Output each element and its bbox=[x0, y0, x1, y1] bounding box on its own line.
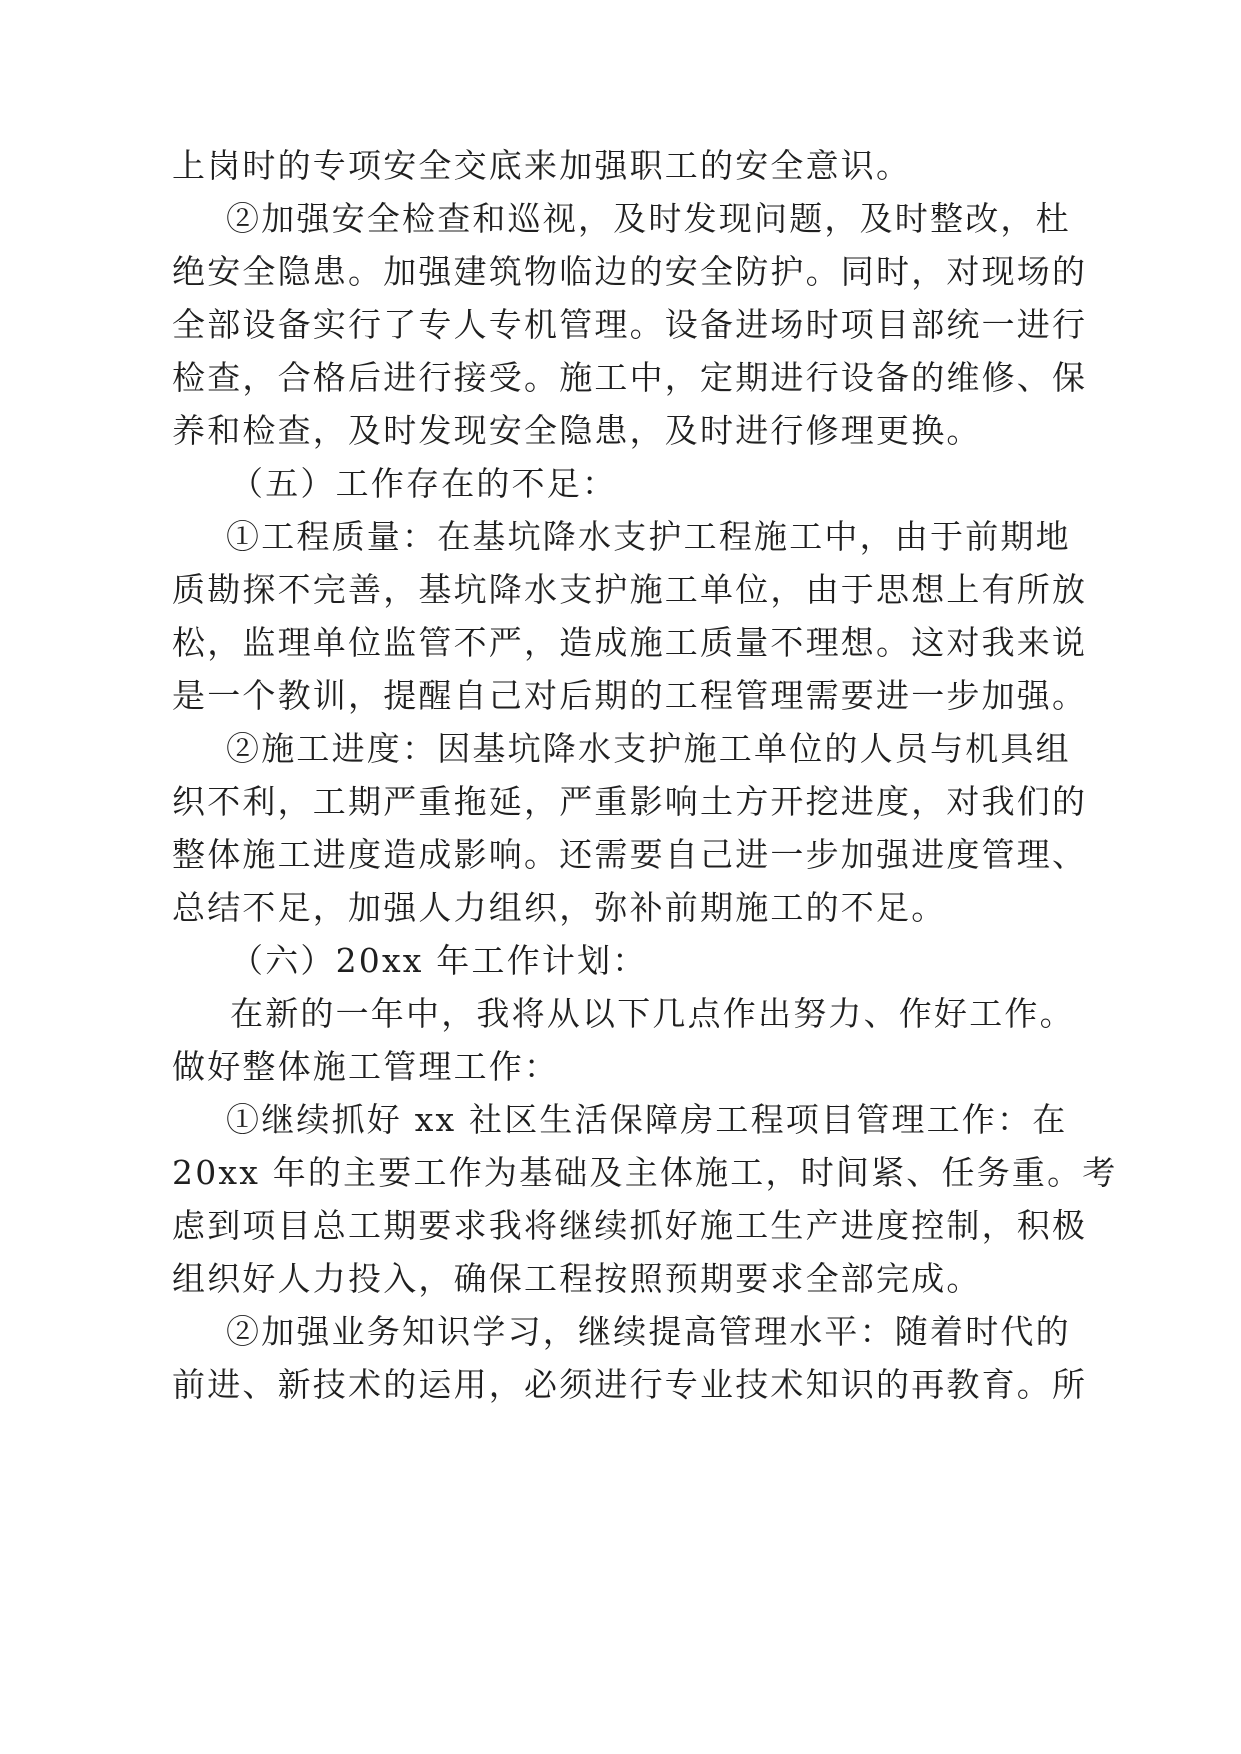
text-line-5: 检查，合格后进行接受。施工中，定期进行设备的维修、保 bbox=[172, 358, 1088, 397]
text-line-9: 质勘探不完善，基坑降水支护施工单位，由于思想上有所放 bbox=[172, 570, 1088, 609]
text-line-23: ②加强业务知识学习，继续提高管理水平：随着时代的 bbox=[226, 1312, 1071, 1351]
text-line-10: 松，监理单位监管不严，造成施工质量不理想。这对我来说 bbox=[172, 623, 1088, 662]
section-heading-5: （五）工作存在的不足： bbox=[230, 464, 618, 503]
text-line-3: 绝安全隐患。加强建筑物临边的安全防护。同时，对现场的 bbox=[172, 252, 1088, 291]
text-line-11: 是一个教训，提醒自己对后期的工程管理需要进一步加强。 bbox=[172, 676, 1088, 715]
text-line-22: 组织好人力投入，确保工程按照预期要求全部完成。 bbox=[172, 1259, 982, 1298]
text-line-4: 全部设备实行了专人专机管理。设备进场时项目部统一进行 bbox=[172, 305, 1088, 344]
text-line-6: 养和检查，及时发现安全隐患，及时进行修理更换。 bbox=[172, 411, 982, 450]
text-line-15: 总结不足，加强人力组织，弥补前期施工的不足。 bbox=[172, 888, 947, 927]
text-line-18: 做好整体施工管理工作： bbox=[172, 1047, 560, 1086]
text-line-12: ②施工进度：因基坑降水支护施工单位的人员与机具组 bbox=[226, 729, 1071, 768]
text-line-21: 虑到项目总工期要求我将继续抓好施工生产进度控制，积极 bbox=[172, 1206, 1088, 1245]
text-line-2: ②加强安全检查和巡视，及时发现问题，及时整改，杜 bbox=[226, 199, 1071, 238]
text-line-24: 前进、新技术的运用，必须进行专业技术知识的再教育。所 bbox=[172, 1365, 1088, 1404]
text-line-1: 上岗时的专项安全交底来加强职工的安全意识。 bbox=[172, 146, 912, 185]
text-line-20: 20xx 年的主要工作为基础及主体施工，时间紧、任务重。考 bbox=[172, 1153, 1118, 1192]
text-line-14: 整体施工进度造成影响。还需要自己进一步加强进度管理、 bbox=[172, 835, 1088, 874]
text-line-8: ①工程质量：在基坑降水支护工程施工中，由于前期地 bbox=[226, 517, 1071, 556]
text-line-17: 在新的一年中，我将从以下几点作出努力、作好工作。 bbox=[230, 994, 1075, 1033]
section-heading-6: （六）20xx 年工作计划： bbox=[230, 941, 648, 980]
text-line-13: 织不利，工期严重拖延，严重影响土方开挖进度，对我们的 bbox=[172, 782, 1088, 821]
text-line-19: ①继续抓好 xx 社区生活保障房工程项目管理工作：在 bbox=[226, 1100, 1068, 1139]
